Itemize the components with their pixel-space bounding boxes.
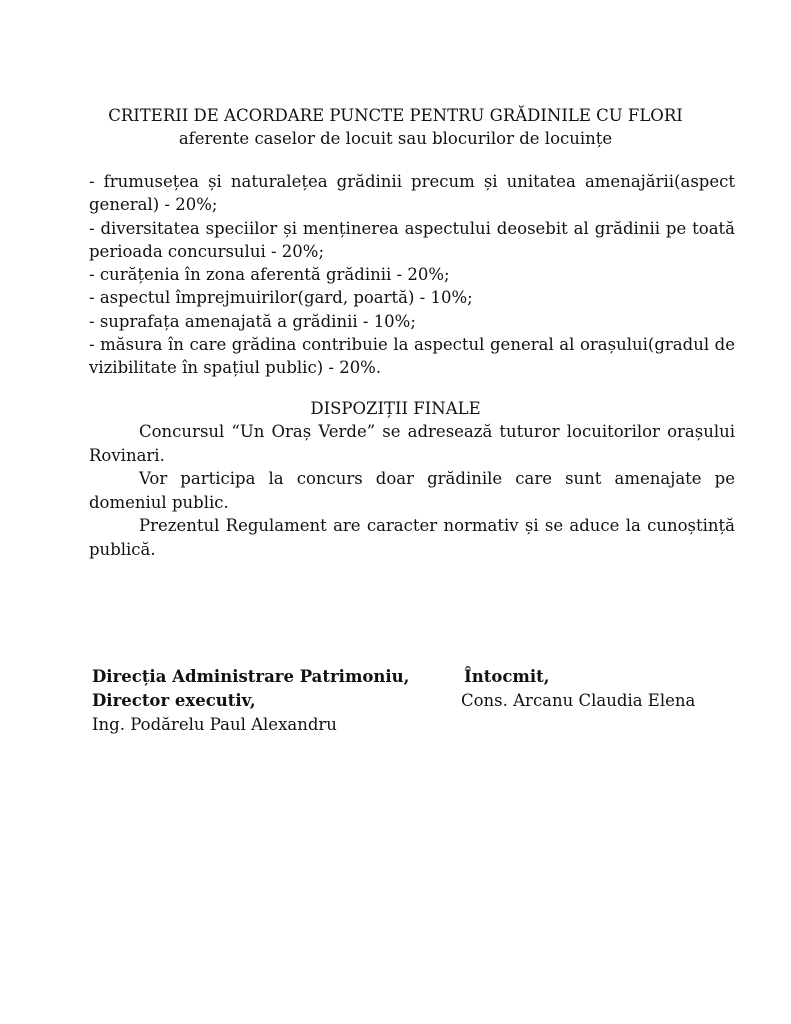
criteria-item: - măsura în care grădina contribuie la aspectul general al orașului(gradul de vizibilitate în spațiul public) - 20%. [89, 335, 735, 378]
criteria-list [89, 170, 735, 380]
final-paragraph: Prezentul Regulament are caracter normativ și se aduce la cunoștință publică. [89, 516, 735, 559]
criteria-item: - aspectul împrejmuirilor(gard, poartă) - 10%; [89, 288, 473, 308]
signature-name: Cons. Arcanu Claudia Elena [461, 691, 696, 710]
final-provisions [89, 420, 735, 561]
final-provisions-title: DISPOZIȚII FINALE [310, 399, 481, 418]
final-paragraph: Concursul “Un Oraș Verde” se adresează tuturor locuitorilor orașului Rovinari. [89, 422, 735, 465]
signature-label: Întocmit, [464, 667, 550, 686]
signature-block-left [92, 665, 422, 737]
signature-department: Direcția Administrare Patrimoniu, [92, 667, 410, 686]
signature-role: Director executiv, [92, 691, 256, 710]
document-title: CRITERII DE ACORDARE PUNCTE PENTRU GRĂDINILE CU FLORI [108, 106, 683, 125]
criteria-item: - frumusețea și naturalețea grădinii precum și unitatea amenajării(aspect general) - 20%; [89, 172, 735, 215]
criteria-item: - diversitatea speciilor și menținerea aspectului deosebit al grădinii pe toată perioada concursului - 20%; [89, 218, 735, 261]
criteria-item: - suprafața amenajată a grădinii - 10%; [89, 311, 416, 331]
criteria-item: - curățenia în zona aferentă grădinii - 20%; [89, 265, 450, 285]
signature-block-right [461, 665, 761, 713]
signature-name: Ing. Podărelu Paul Alexandru [92, 715, 337, 734]
final-paragraph: Vor participa la concurs doar grădinile care sunt amenajate pe domeniul public. [89, 469, 735, 512]
document-subtitle: aferente caselor de locuit sau blocurilor de locuințe [178, 129, 613, 148]
